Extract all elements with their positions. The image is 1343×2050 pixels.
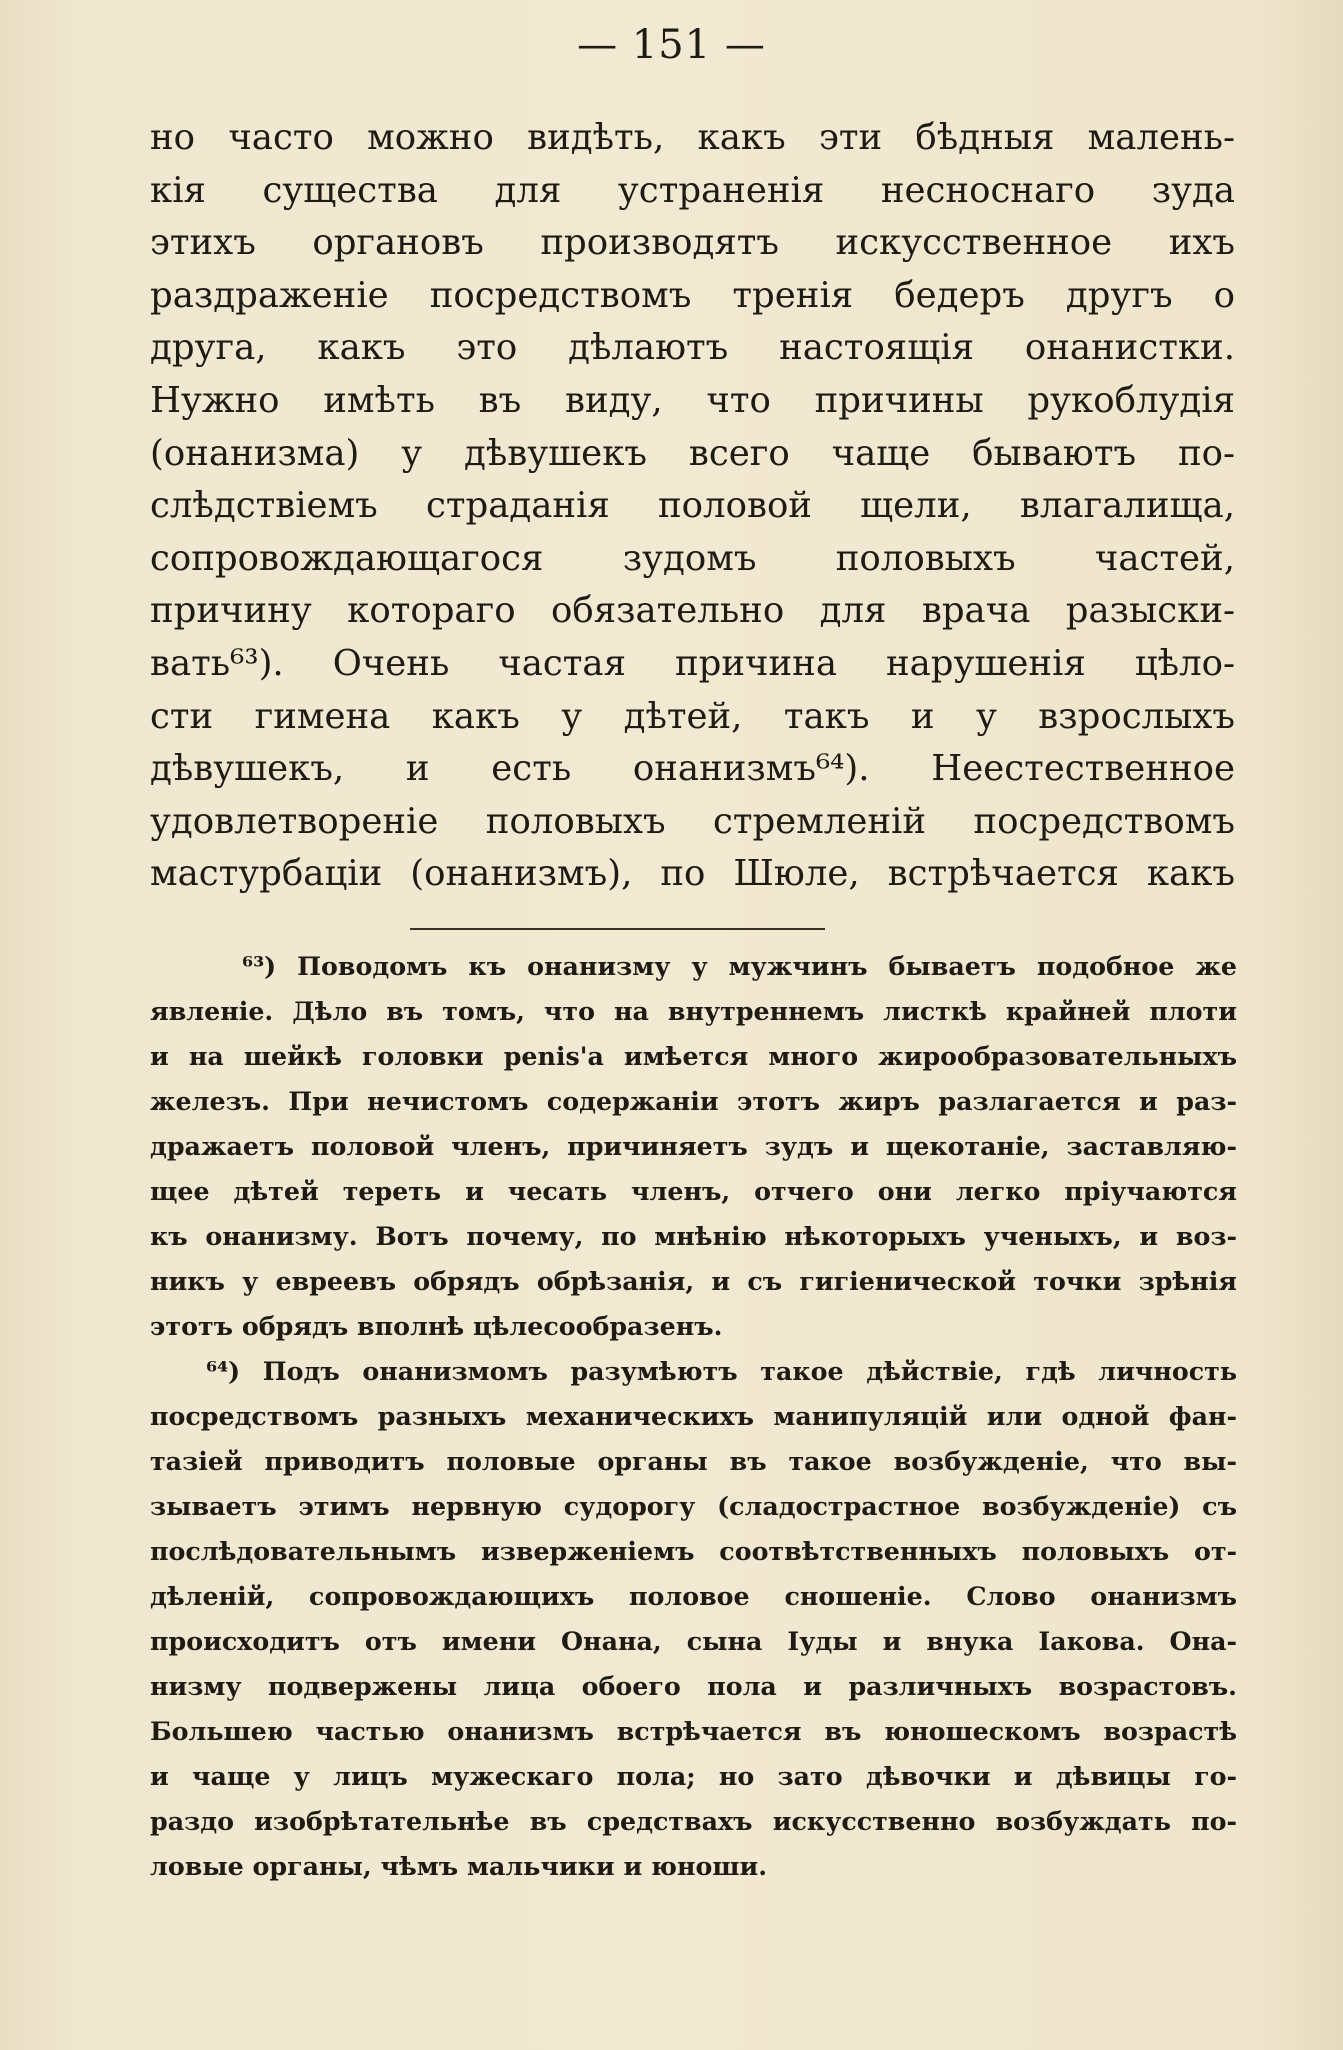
footnote-line: посредствомъ разныхъ механическихъ манипуляцій или одной фан-	[150, 1401, 1237, 1431]
footnote-line: явленіе. Дѣло въ томъ, что на внутреннемъ листкѣ крайней плоти	[150, 996, 1237, 1026]
footnote-line: ловые органы, чѣмъ мальчики и юноши.	[150, 1851, 768, 1881]
text-line: слѣдствіемъ страданія половой щели, влагалища,	[150, 485, 1235, 527]
footnote-line: происходитъ отъ имени Онана, сына Іуды и внука Іакова. Она-	[150, 1626, 1237, 1656]
footnote-line: послѣдовательнымъ изверженіемъ соотвѣтственныхъ половыхъ от-	[150, 1536, 1237, 1566]
footnote-63	[150, 944, 1237, 1349]
text-line: дѣвушекъ, и есть онанизмъ⁶⁴). Неестественное	[150, 748, 1235, 790]
footnote-line: ⁶⁴) Подъ онанизмомъ разумѣютъ такое дѣйствіе, гдѣ личность	[206, 1356, 1237, 1386]
text-line: Нужно имѣть въ виду, что причины рукоблудія	[150, 379, 1235, 421]
text-line: (онанизма) у дѣвушекъ всего чаще бываютъ по-	[150, 432, 1235, 474]
text-line: сопровождающагося зудомъ половыхъ частей,	[150, 537, 1235, 579]
footnote-line: этотъ обрядъ вполнѣ цѣлесообразенъ.	[150, 1311, 723, 1341]
footnote-line: къ онанизму. Вотъ почему, по мнѣнію нѣкоторыхъ ученыхъ, и воз-	[150, 1221, 1237, 1251]
footnote-line: зываетъ этимъ нервную судорогу (сладострастное возбужденіе) съ	[150, 1491, 1237, 1521]
footnote-line: и чаще у лицъ мужескаго пола; но зато дѣвочки и дѣвицы го-	[150, 1761, 1237, 1791]
text-line: этихъ органовъ производятъ искусственное ихъ	[150, 222, 1235, 264]
footnote-line: низму подвержены лица обоего пола и различныхъ возрастовъ.	[150, 1671, 1237, 1701]
page-number: — 151 —	[577, 22, 766, 68]
text-line: друга, какъ это дѣлаютъ настоящія онанистки.	[150, 327, 1235, 369]
text-line: раздраженіе посредствомъ тренія бедеръ другъ о	[150, 274, 1235, 316]
footnote-line: и на шейкѣ головки penis'а имѣется много жирообразовательныхъ	[150, 1041, 1237, 1071]
footnote-line: железъ. При нечистомъ содержаніи этотъ жиръ разлагается и раз-	[150, 1086, 1237, 1116]
text-line: сти гимена какъ у дѣтей, такъ и у взрослыхъ	[150, 695, 1235, 737]
text-line: вать⁶³). Очень частая причина нарушенія цѣло-	[150, 642, 1235, 684]
footnote-line: тазіей приводитъ половые органы въ такое возбужденіе, что вы-	[150, 1446, 1237, 1476]
text-line: мастурбаціи (онанизмъ), по Шюле, встрѣчается какъ	[150, 853, 1235, 895]
text-line: удовлетвореніе половыхъ стремленій посредствомъ	[150, 800, 1235, 842]
footnote-line: ⁶³) Поводомъ къ онанизму у мужчинъ бываетъ подобное же	[242, 951, 1237, 981]
footnote-line: дѣленій, сопровождающихъ половое сношеніе. Слово онанизмъ	[150, 1581, 1237, 1611]
footnote-64	[150, 1349, 1237, 1889]
footnotes	[150, 944, 1237, 1889]
text-line: но часто можно видѣть, какъ эти бѣдныя малень-	[150, 117, 1235, 158]
text-line: кія существа для устраненія несноснаго зуда	[150, 169, 1235, 211]
footnote-line: щее дѣтей тереть и чесать членъ, отчего они легко пріучаются	[150, 1176, 1237, 1206]
footnote-divider	[410, 928, 825, 930]
footnote-line: раздо изобрѣтательнѣе въ средствахъ искусственно возбуждать по-	[150, 1806, 1237, 1836]
footnote-line: дражаетъ половой членъ, причиняетъ зудъ и щекотаніе, заставляю-	[150, 1131, 1237, 1161]
footnote-line: Большею частью онанизмъ встрѣчается въ юношескомъ возрастѣ	[150, 1716, 1237, 1746]
footnote-line: никъ у евреевъ обрядъ обрѣзанія, и съ гигіенической точки зрѣнія	[150, 1266, 1237, 1296]
text-line: причину котораго обязательно для врача разыски-	[150, 590, 1235, 632]
main-text	[150, 112, 1235, 901]
